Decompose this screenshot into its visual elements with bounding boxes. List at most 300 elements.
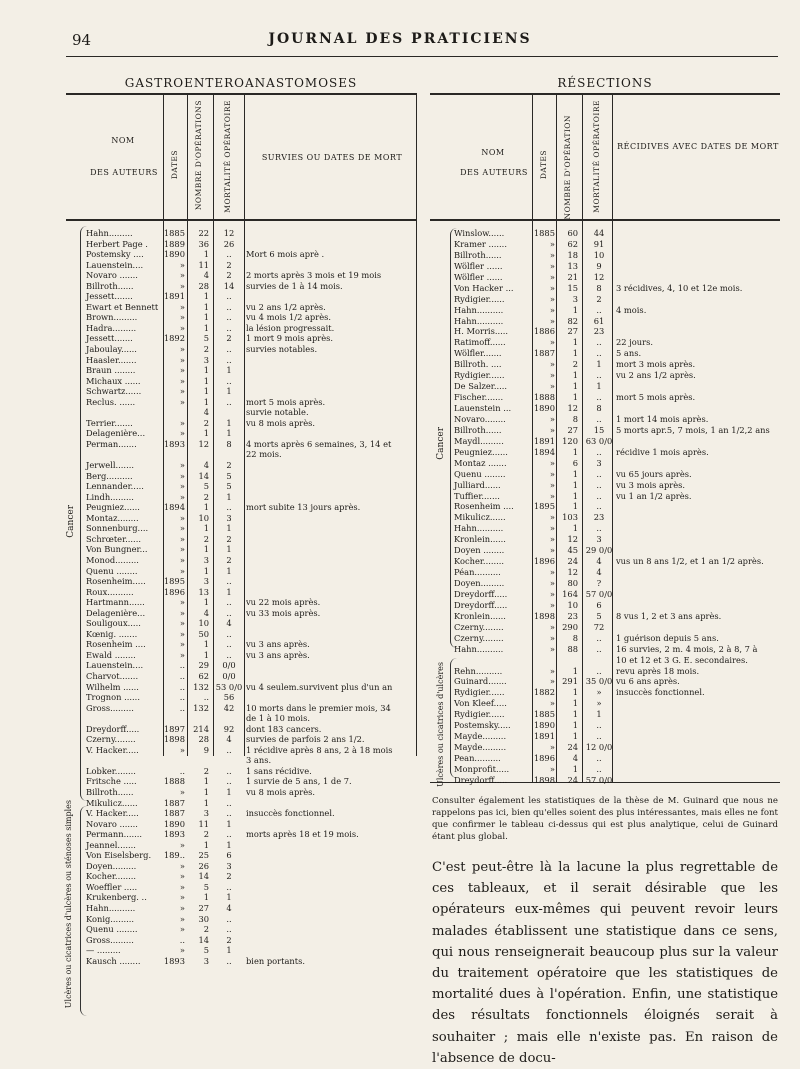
table-row bbox=[86, 692, 416, 703]
table-row bbox=[86, 555, 416, 566]
table-cell-mortality: 1 bbox=[226, 417, 232, 428]
table-cell-mortality: 3 bbox=[596, 534, 602, 545]
table-row bbox=[454, 261, 784, 272]
table-cell-date: » bbox=[179, 322, 185, 333]
table-cell-date: » bbox=[549, 534, 555, 545]
table-cell-date: » bbox=[549, 490, 555, 501]
table-cell-mortality: .. bbox=[226, 354, 232, 365]
table-cell-date: » bbox=[179, 544, 185, 555]
table-cell-mortality: 56 bbox=[223, 692, 235, 703]
table-cell-mortality: .. bbox=[226, 396, 232, 407]
table-cell-name: Hahn.......... bbox=[454, 304, 504, 315]
table-cell-date: » bbox=[179, 491, 185, 502]
table-cell-date: » bbox=[549, 523, 555, 534]
table-cell-survival: bien portants. bbox=[246, 955, 305, 966]
table-cell-date: » bbox=[549, 413, 555, 424]
table-cell-date: » bbox=[549, 468, 555, 479]
table-cell-date: 1894 bbox=[533, 446, 555, 457]
table-cell-mortality: 35 0/0 bbox=[585, 676, 613, 687]
table-cell-name: Fischer....... bbox=[454, 392, 504, 403]
table-cell-name: Delagenière... bbox=[86, 607, 146, 618]
table-cell-name: Lobker........ bbox=[86, 765, 136, 776]
table-row bbox=[86, 850, 416, 861]
left-col-surv-header: SURVIES OU DATES DE MORT bbox=[261, 153, 403, 162]
table-row bbox=[86, 703, 416, 714]
table-cell-name: Lennander..... bbox=[86, 481, 144, 492]
table-cell-mortality: .. bbox=[596, 392, 602, 403]
table-row bbox=[454, 764, 784, 775]
table-cell-name: Dreydorff..... bbox=[86, 723, 140, 734]
table-cell-mortality: 3 bbox=[596, 457, 602, 468]
table-row bbox=[454, 392, 784, 403]
table-row bbox=[86, 312, 416, 323]
table-cell-count: 2 bbox=[203, 765, 209, 776]
table-cell-date: 1886 bbox=[533, 326, 555, 337]
table-cell-survival: 4 mois. bbox=[616, 304, 647, 315]
table-row bbox=[454, 753, 784, 764]
table-cell-survival: 1 mort 14 mois après. bbox=[616, 413, 709, 424]
table-row bbox=[86, 808, 416, 819]
table-cell-count: 1 bbox=[572, 763, 578, 774]
table-cell-name: Quenu ........ bbox=[86, 924, 138, 935]
table-cell-survival: vu 6 ans après. bbox=[616, 676, 680, 687]
table-row bbox=[454, 381, 784, 392]
table-cell-survival: dont 183 cancers. bbox=[246, 723, 322, 734]
table-cell-mortality: .. bbox=[596, 720, 602, 731]
table-cell-count: 1 bbox=[203, 375, 209, 386]
table-row bbox=[454, 578, 784, 589]
table-cell-mortality: .. bbox=[226, 607, 232, 618]
table-cell-date: » bbox=[179, 860, 185, 871]
table-cell-name: Ewart et Bennett bbox=[86, 301, 159, 312]
table-cell-mortality: 53 0/0 bbox=[215, 681, 243, 692]
table-cell-date: » bbox=[549, 238, 555, 249]
table-cell-name: Winslow...... bbox=[454, 228, 505, 238]
left-table-rows bbox=[86, 228, 416, 966]
table-cell-date: 1891 bbox=[533, 731, 555, 742]
table-row bbox=[86, 660, 416, 671]
table-cell-mortality: 6 bbox=[226, 850, 232, 861]
table-cell-date: » bbox=[179, 554, 185, 565]
table-cell-date: 1891 bbox=[163, 291, 185, 302]
table-cell-date: » bbox=[549, 545, 555, 556]
table-cell-mortality: 8 bbox=[226, 438, 232, 449]
table-cell-mortality: 2 bbox=[226, 871, 232, 882]
table-cell-date: » bbox=[549, 676, 555, 687]
table-cell-date: » bbox=[549, 665, 555, 676]
table-row bbox=[454, 305, 784, 316]
table-row bbox=[86, 798, 416, 809]
table-cell-date: 1891 bbox=[533, 435, 555, 446]
table-cell-mortality: .. bbox=[226, 375, 232, 386]
table-cell-count: 4 bbox=[572, 753, 578, 763]
table-cell-count: 1 bbox=[572, 304, 578, 315]
table-cell-date: 1893 bbox=[163, 955, 185, 966]
table-cell-mortality: 4 bbox=[226, 903, 232, 913]
table-cell-name: Kocher........ bbox=[454, 556, 505, 567]
table-cell-name: Kocher........ bbox=[86, 871, 137, 882]
table-cell-mortality: .. bbox=[596, 413, 602, 424]
table-cell-date: 1895 bbox=[533, 501, 555, 512]
table-cell-name: Souligoux..... bbox=[86, 618, 141, 629]
table-row bbox=[454, 687, 784, 698]
table-cell-name: Schwartz...... bbox=[86, 386, 142, 397]
table-cell-count: 4 bbox=[203, 407, 209, 418]
table-cell-date: » bbox=[549, 293, 555, 304]
table-cell-name: V. Hacker..... bbox=[86, 744, 139, 755]
table-cell-mortality: 6 bbox=[596, 599, 602, 610]
table-row bbox=[454, 775, 784, 786]
table-cell-mortality: 1 bbox=[596, 359, 602, 370]
table-row bbox=[454, 676, 784, 687]
table-cell-name: Lauenstein.... bbox=[86, 660, 144, 671]
table-cell-count: 12 bbox=[198, 438, 209, 449]
table-row bbox=[454, 348, 784, 359]
table-row bbox=[86, 471, 416, 482]
table-cell-mortality: .. bbox=[596, 665, 602, 676]
table-cell-date: » bbox=[179, 428, 185, 439]
table-cell-mortality: .. bbox=[596, 731, 602, 742]
table-cell-count: 27 bbox=[567, 326, 578, 337]
table-cell-date: » bbox=[179, 913, 185, 924]
table-cell-mortality: 12 bbox=[593, 271, 605, 282]
table-cell-name: Hahn.......... bbox=[454, 643, 504, 654]
table-cell-survival: 2 morts après 3 mois et 19 mois bbox=[246, 270, 382, 281]
table-cell-mortality: 2 bbox=[226, 533, 232, 544]
table-row bbox=[86, 587, 416, 598]
table-cell-survival: vu 4 mois 1/2 après. bbox=[246, 312, 332, 323]
table-cell-count: 1 bbox=[572, 381, 578, 392]
table-cell-name: Rosenheim .... bbox=[454, 501, 514, 512]
table-row bbox=[454, 228, 784, 239]
table-row bbox=[454, 655, 784, 666]
table-cell-mortality: 5 bbox=[226, 481, 232, 492]
table-cell-date: » bbox=[179, 892, 185, 903]
table-cell-name: Terrier....... bbox=[86, 417, 133, 428]
right-col-mort-header: MORTALITÉ OPÉRATOIRE bbox=[592, 100, 601, 213]
table-cell-mortality: .. bbox=[596, 501, 602, 512]
table-cell-name: Billroth. .... bbox=[454, 359, 502, 370]
table-row bbox=[454, 731, 784, 742]
table-cell-count: 1 bbox=[572, 468, 578, 479]
table-row bbox=[86, 861, 416, 872]
table-row bbox=[454, 491, 784, 502]
table-cell-name: Billroth...... bbox=[86, 280, 134, 291]
table-row bbox=[454, 709, 784, 720]
table-cell-mortality: 1 bbox=[226, 491, 232, 502]
table-cell-mortality: .. bbox=[226, 881, 232, 892]
table-cell-date: » bbox=[549, 588, 555, 599]
right-group-cancer: Cancer bbox=[436, 427, 446, 460]
table-row bbox=[86, 270, 416, 281]
table-cell-date: » bbox=[179, 533, 185, 544]
table-cell-mortality: 0/0 bbox=[222, 670, 236, 681]
table-cell-mortality: 4 bbox=[596, 556, 602, 567]
table-cell-date: » bbox=[549, 359, 555, 370]
table-row bbox=[454, 250, 784, 261]
table-row bbox=[454, 698, 784, 709]
table-cell-name: Hadra......... bbox=[86, 322, 137, 333]
table-cell-date: » bbox=[179, 597, 185, 608]
table-row bbox=[86, 407, 416, 418]
table-row bbox=[86, 523, 416, 534]
table-cell-name: Quenu ........ bbox=[454, 468, 506, 479]
table-cell-date: » bbox=[549, 567, 555, 578]
table-cell-count: 1 bbox=[572, 720, 578, 731]
journal-title: JOURNAL DES PRATICIENS bbox=[268, 31, 532, 47]
table-cell-date: 1890 bbox=[163, 249, 185, 260]
table-cell-mortality: 8 bbox=[596, 403, 602, 413]
table-cell-name: Herbert Page . bbox=[86, 238, 148, 249]
table-cell-date: .. bbox=[179, 765, 185, 776]
table-cell-survival: vu 1 an 1/2 après. bbox=[616, 490, 692, 501]
table-cell-count: 28 bbox=[198, 734, 209, 745]
table-cell-name: Gross......... bbox=[86, 934, 134, 945]
table-row bbox=[454, 337, 784, 348]
table-cell-mortality: .. bbox=[596, 304, 602, 315]
table-cell-count: 1 bbox=[572, 446, 578, 457]
table-row bbox=[454, 294, 784, 305]
table-cell-date: 1890 bbox=[533, 403, 555, 413]
table-cell-date: » bbox=[549, 763, 555, 774]
table-row bbox=[454, 589, 784, 600]
table-cell-count: 82 bbox=[567, 315, 578, 326]
table-cell-survival: 3 ans. bbox=[246, 755, 272, 766]
table-cell-survival: 3 récidives, 4, 10 et 12e mois. bbox=[616, 282, 743, 293]
table-cell-date: » bbox=[549, 337, 555, 348]
table-cell-date: » bbox=[179, 354, 185, 365]
table-cell-survival: 8 vus 1, 2 et 3 ans après. bbox=[616, 610, 722, 621]
table-row bbox=[86, 428, 416, 439]
table-cell-mortality: .. bbox=[596, 348, 602, 359]
table-cell-date: 1898 bbox=[163, 734, 185, 745]
table-row bbox=[454, 545, 784, 556]
table-cell-mortality: 3 bbox=[226, 860, 232, 871]
table-cell-date: » bbox=[549, 742, 555, 753]
table-cell-mortality: .. bbox=[226, 597, 232, 608]
table-cell-date: » bbox=[549, 698, 555, 709]
table-cell-name: Von Bungner... bbox=[86, 544, 148, 555]
table-cell-date: » bbox=[179, 396, 185, 407]
table-row bbox=[454, 272, 784, 283]
table-cell-date: 1888 bbox=[163, 776, 185, 787]
table-row bbox=[454, 436, 784, 447]
table-cell-survival: 5 morts apr.5, 7 mois, 1 an 1/2,2 ans bbox=[616, 424, 770, 435]
table-cell-survival: mort subite 13 jours après. bbox=[246, 502, 361, 513]
table-cell-name: Novaro........ bbox=[454, 413, 506, 424]
table-cell-survival: 4 morts après 6 semaines, 3, 14 et bbox=[246, 438, 392, 449]
table-cell-date: » bbox=[549, 512, 555, 523]
table-cell-mortality: 1 bbox=[226, 586, 232, 597]
table-cell-count: 1 bbox=[203, 597, 209, 608]
table-cell-name: Billroth...... bbox=[454, 249, 502, 260]
table-row bbox=[454, 447, 784, 458]
table-row bbox=[454, 600, 784, 611]
table-cell-name: Dreydorff..... bbox=[454, 774, 508, 785]
table-row bbox=[86, 534, 416, 545]
table-cell-name: Mikulicz...... bbox=[86, 797, 138, 808]
table-cell-name: De Salzer..... bbox=[454, 381, 508, 392]
table-cell-survival: survies notables. bbox=[246, 344, 318, 355]
table-cell-date: 1894 bbox=[163, 502, 185, 513]
table-row bbox=[86, 302, 416, 313]
table-cell-mortality: 1 bbox=[226, 365, 232, 376]
table-cell-count: 1 bbox=[572, 501, 578, 512]
table-row bbox=[86, 956, 416, 967]
table-cell-date: » bbox=[549, 479, 555, 490]
table-row bbox=[86, 386, 416, 397]
table-row bbox=[454, 556, 784, 567]
table-cell-name: Rosenheim..... bbox=[86, 576, 146, 587]
table-cell-mortality: 5 bbox=[226, 470, 232, 481]
table-cell-survival: vu 3 ans après. bbox=[246, 639, 310, 650]
table-row bbox=[86, 460, 416, 471]
table-cell-name: Roux.......... bbox=[86, 586, 134, 597]
page-number: 94 bbox=[72, 31, 92, 49]
table-cell-mortality: 8 bbox=[596, 282, 602, 293]
table-cell-count: 1 bbox=[572, 490, 578, 501]
table-cell-count: .. bbox=[203, 692, 209, 703]
table-cell-name: Rydigier...... bbox=[454, 370, 505, 381]
table-cell-date: 1890 bbox=[533, 720, 555, 731]
table-cell-date: .. bbox=[179, 670, 185, 681]
table-cell-count: 1 bbox=[203, 249, 209, 260]
table-cell-survival: morts après 18 et 19 mois. bbox=[246, 829, 359, 840]
table-row bbox=[454, 359, 784, 370]
table-cell-date: » bbox=[549, 599, 555, 610]
table-cell-name: Jeannel....... bbox=[86, 839, 136, 850]
table-cell-date: » bbox=[549, 370, 555, 381]
table-row bbox=[86, 629, 416, 640]
table-cell-count: 1 bbox=[203, 386, 209, 397]
table-cell-date: 1885 bbox=[533, 228, 555, 238]
table-row bbox=[86, 639, 416, 650]
table-cell-mortality: .. bbox=[226, 924, 232, 935]
table-cell-mortality: 91 bbox=[593, 238, 605, 249]
table-cell-survival: vu 22 mois après. bbox=[246, 597, 321, 608]
table-cell-name: Guinard....... bbox=[454, 676, 507, 687]
table-cell-name: Postemsky .... bbox=[86, 249, 144, 260]
table-row bbox=[454, 480, 784, 491]
table-cell-count: 24 bbox=[567, 774, 578, 785]
table-cell-date: » bbox=[549, 260, 555, 271]
table-row bbox=[454, 720, 784, 731]
table-cell-name: Mayde......... bbox=[454, 731, 507, 742]
table-cell-name: Perman....... bbox=[86, 438, 137, 449]
table-cell-count: 4 bbox=[203, 460, 209, 471]
table-cell-date: » bbox=[549, 304, 555, 315]
table-cell-date: » bbox=[179, 618, 185, 629]
left-group-cancer: Cancer bbox=[66, 505, 76, 538]
table-cell-name: Monprofit..... bbox=[454, 763, 510, 774]
table-row bbox=[454, 326, 784, 337]
table-cell-count: 13 bbox=[198, 586, 209, 597]
table-cell-name: Dreydorff..... bbox=[454, 599, 508, 610]
table-cell-name: Braun ........ bbox=[86, 365, 136, 376]
table-cell-count: 1 bbox=[203, 649, 209, 660]
table-cell-count: 103 bbox=[562, 512, 578, 523]
table-row bbox=[86, 892, 416, 903]
table-cell-count: 132 bbox=[193, 702, 209, 713]
table-row bbox=[454, 523, 784, 534]
right-col-name-subheader: DES AUTEURS bbox=[460, 168, 528, 177]
table-cell-name: Jessett....... bbox=[86, 291, 133, 302]
table-cell-count: 1 bbox=[572, 698, 578, 709]
left-col-dates-header: DATES bbox=[170, 150, 179, 180]
table-cell-count: 36 bbox=[198, 238, 209, 249]
table-cell-mortality: 63 0/0 bbox=[585, 435, 613, 446]
table-cell-date: 1885 bbox=[163, 228, 185, 238]
table-cell-survival: survie notable. bbox=[246, 407, 309, 418]
table-cell-date: 1888 bbox=[533, 392, 555, 403]
table-cell-mortality: 1 bbox=[226, 386, 232, 397]
table-cell-mortality: 1 bbox=[596, 381, 602, 392]
table-cell-date: 1889 bbox=[163, 238, 185, 249]
table-cell-mortality: .. bbox=[226, 765, 232, 776]
table-cell-count: 3 bbox=[203, 955, 209, 966]
table-cell-name: Brown......... bbox=[86, 312, 138, 323]
table-cell-name: Jaboulay...... bbox=[86, 344, 137, 355]
table-row bbox=[86, 713, 416, 724]
table-cell-mortality: » bbox=[596, 687, 602, 698]
table-row bbox=[86, 355, 416, 366]
table-cell-date: » bbox=[549, 457, 555, 468]
table-cell-mortality: 4 bbox=[596, 567, 602, 578]
table-cell-count: 132 bbox=[193, 681, 209, 692]
table-row bbox=[454, 425, 784, 436]
table-cell-date: 1898 bbox=[533, 774, 555, 785]
table-cell-name: Rydigier...... bbox=[454, 687, 505, 698]
table-cell-count: 1 bbox=[203, 502, 209, 513]
table-cell-survival: vu 65 jours après. bbox=[616, 468, 692, 479]
table-cell-count: 11 bbox=[198, 259, 209, 270]
table-cell-survival: vu 3 ans après. bbox=[246, 649, 310, 660]
table-cell-count: 8 bbox=[572, 632, 578, 643]
table-row bbox=[86, 608, 416, 619]
table-cell-mortality: 2 bbox=[226, 554, 232, 565]
table-cell-mortality: .. bbox=[226, 744, 232, 755]
table-cell-name: Gross......... bbox=[86, 702, 134, 713]
table-row bbox=[86, 502, 416, 513]
table-cell-mortality: 1 bbox=[226, 818, 232, 829]
table-cell-name: Mikulicz...... bbox=[454, 512, 506, 523]
table-cell-survival: mort 3 mois après. bbox=[616, 359, 696, 370]
table-row bbox=[86, 365, 416, 376]
table-cell-count: 14 bbox=[198, 934, 209, 945]
table-cell-name: Hahn.......... bbox=[454, 315, 504, 326]
table-cell-count: 5 bbox=[203, 945, 209, 956]
table-cell-count: 3 bbox=[203, 554, 209, 565]
table-row bbox=[454, 239, 784, 250]
table-cell-mortality: 1 bbox=[226, 892, 232, 903]
table-cell-survival: vu 3 mois après. bbox=[616, 479, 686, 490]
table-row bbox=[86, 819, 416, 830]
table-row bbox=[454, 534, 784, 545]
table-cell-name: Czerny........ bbox=[86, 734, 136, 745]
table-cell-name: V. Hacker..... bbox=[86, 808, 139, 819]
table-row bbox=[86, 449, 416, 460]
left-col-mort-header: MORTALITÉ OPÉRATOIRE bbox=[223, 100, 232, 213]
table-cell-count: 1 bbox=[572, 392, 578, 403]
table-cell-mortality: .. bbox=[596, 632, 602, 643]
table-cell-name: Mayde......... bbox=[454, 742, 507, 753]
table-cell-count: 1 bbox=[572, 709, 578, 720]
table-cell-count: 1 bbox=[572, 348, 578, 359]
table-cell-count: 1 bbox=[203, 291, 209, 302]
table-cell-date: .. bbox=[179, 692, 185, 703]
table-cell-date: 1893 bbox=[163, 438, 185, 449]
table-cell-name: Hahn......... bbox=[86, 228, 133, 238]
